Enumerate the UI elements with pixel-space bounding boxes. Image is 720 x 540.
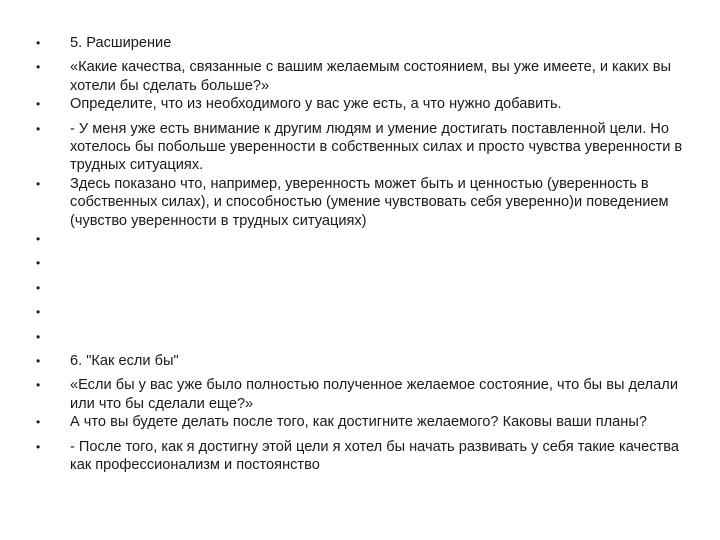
list-item-empty (36, 303, 686, 327)
list-item-text: - У меня уже есть внимание к другим людям и умение достигать поставленной цели. Но хотелось бы побольше уверенности в собственных силах и просто чувства уверенности в трудных ситуациях. (70, 120, 683, 174)
list-item-text: «Если бы у вас уже было полностью полученное желаемое состояние, что бы вы делали или что бы сделали еще?» (70, 377, 678, 412)
list-item-text: - После того, как я достигну этой цели я хотел бы начать развивать у себя такие качества как профессионализм и постоянство (70, 438, 679, 473)
list-item (36, 352, 686, 376)
list-item-empty (36, 328, 686, 352)
bullet-icon: • (36, 60, 41, 75)
list-item (36, 58, 686, 95)
bullet-list (36, 34, 686, 474)
bullet-icon: • (36, 256, 41, 271)
bullet-icon: • (36, 36, 41, 50)
list-item-text: А что вы будете делать после того, как достигните желаемого? Каковы ваши планы? (70, 414, 647, 431)
list-item-text: 6. "Как если бы" (70, 352, 179, 369)
list-item (36, 34, 686, 58)
list-item (36, 95, 686, 119)
bullet-icon: • (36, 280, 41, 295)
list-item-text: «Какие качества, связанные с вашим желаемым состоянием, вы уже имеете, и каких вы хотели бы сделать больше?» (70, 59, 672, 94)
list-item (36, 413, 686, 437)
bullet-icon: • (36, 121, 41, 136)
list-item-empty (36, 230, 686, 254)
bullet-icon: • (36, 232, 41, 247)
bullet-icon: • (36, 415, 41, 430)
list-item-empty (36, 279, 686, 303)
bullet-icon: • (36, 329, 41, 344)
list-item (36, 120, 686, 175)
bullet-icon: • (36, 439, 41, 454)
list-item-text: Здесь показано что, например, уверенность может быть и ценностью (уверенность в собственных силах), и способностью (умение чувствовать себя уверенно)и поведением (чувство уверенности в трудных ситуациях) (70, 175, 669, 229)
bullet-icon: • (36, 353, 41, 368)
bullet-icon: • (36, 97, 41, 112)
list-item-empty (36, 254, 686, 278)
list-item-text: Определите, что из необходимого у вас уже есть, а что нужно добавить. (70, 96, 562, 113)
list-item (36, 376, 686, 413)
list-item (36, 175, 686, 230)
bullet-icon: • (36, 378, 41, 393)
list-item-text: 5. Расширение (70, 35, 172, 51)
bullet-icon: • (36, 305, 41, 320)
bullet-icon: • (36, 176, 41, 191)
list-item (36, 438, 686, 475)
